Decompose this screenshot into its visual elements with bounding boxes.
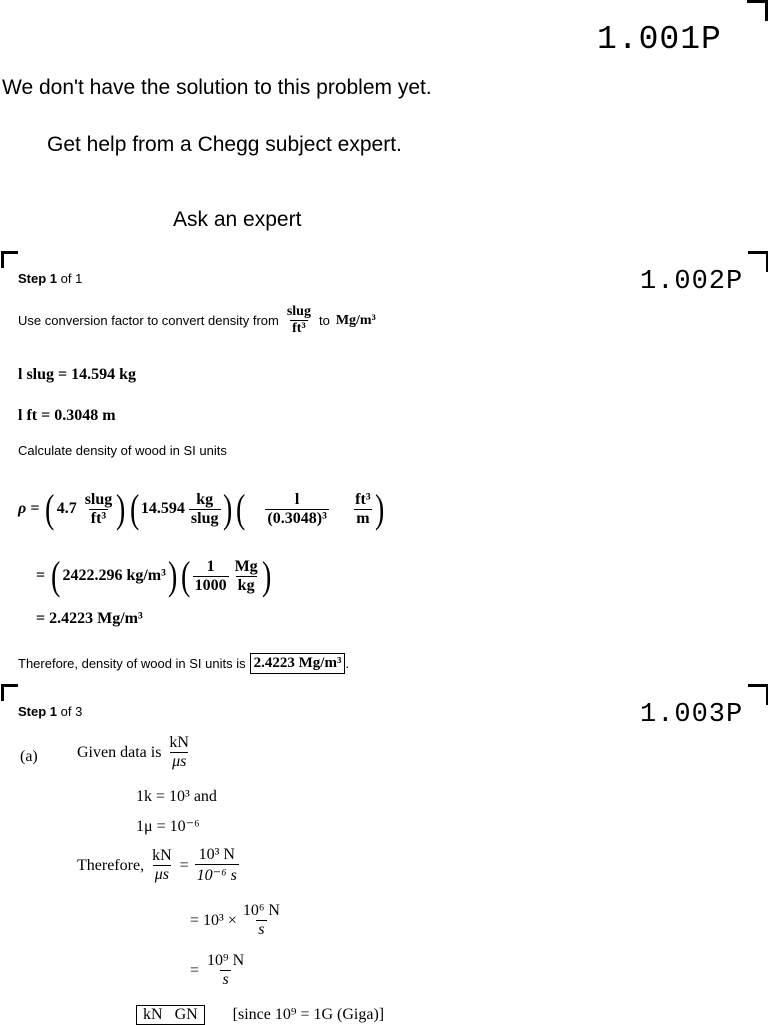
conversion-line-2: = 10³ × $\frac{\text{10⁶ N}}{s}$ [190, 902, 280, 938]
no-solution-message: We don't have the solution to this problem yet. [2, 76, 432, 99]
problem-number-1: 1.001P [597, 21, 722, 58]
giga-note: [since 10⁹ = 1G (Giga)] [232, 1006, 385, 1023]
fraction: $\frac{\text{slug}}{\text{ft³}}$ [84, 490, 113, 527]
fraction: $\frac{\text{10⁶ N}}{s}$ [242, 902, 280, 938]
step-label: Step 1 [18, 704, 58, 719]
fraction: $\frac{\text{10³ N}}{\text{10⁻⁶ s}}$ [196, 846, 237, 884]
step-count: of 1 [57, 271, 83, 286]
ask-expert-link[interactable]: Ask an expert [173, 208, 302, 231]
result-box: kN GN [136, 1005, 205, 1025]
unit-to: Mg/m³ [335, 312, 376, 328]
density-result: = 2.4223 Mg/m³ [36, 610, 143, 627]
corner-mark [748, 251, 768, 272]
intro-text: Use conversion factor to convert density from [18, 313, 279, 328]
micro-equation: 1μ = 10⁻⁶ [136, 818, 200, 835]
corner-mark [748, 684, 768, 705]
corner-mark [1, 684, 18, 701]
problem-number-2: 1.002P [640, 267, 744, 297]
to-text: to [318, 313, 330, 328]
final-result [136, 1005, 384, 1025]
part-label: (a) [20, 748, 38, 765]
step-label: Step 1 [18, 271, 58, 286]
fraction: $\frac{1}{1000}$ [194, 557, 227, 594]
problem-number-3: 1.003P [640, 700, 744, 730]
kilo-equation: 1k = 10³ and [136, 788, 217, 805]
corner-mark [1, 251, 18, 268]
fraction: $\frac{\text{ft³}}{m}$ [355, 490, 371, 527]
fraction: $\frac{kN}{\mu s}$ [152, 847, 172, 883]
conversion-line-3: = $\frac{\text{10⁹ N}}{s}$ [190, 952, 245, 988]
rho-symbol: ρ = [18, 500, 40, 517]
conversion-intro [18, 304, 376, 337]
corner-mark [747, 0, 768, 21]
step-header [18, 271, 82, 286]
unit-fraction: $\frac{\text{slug}}{\text{ft³}}$ [286, 304, 311, 336]
slug-equation: l slug = 14.594 kg [18, 366, 137, 383]
conclusion-line: Therefore, density of wood in SI units is 2.4223 Mg/m³ . [18, 653, 349, 674]
conclusion-text: Therefore, density of wood in SI units is [18, 656, 246, 671]
step-count: of 3 [57, 704, 83, 719]
density-equation: ρ = ( 4.7 $\frac{\text{slug}}{\text{ft³}}$ ) ( 14.594 $\frac{kg}{\text{slug}}$ ) ( $\frac{l}{\text{(0.3048)³}}$ $\frac{\text{ft³}}{m}$ ) [18, 486, 384, 531]
therefore-equation: Therefore, $\frac{kN}{\mu s}$ = $\frac{\text{10³ N}}{\text{10⁻⁶ s}}$ [77, 846, 237, 884]
fraction: $\frac{Mg}{kg}$ [234, 557, 258, 594]
fraction: $\frac{\text{10⁹ N}}{s}$ [207, 952, 245, 988]
expert-help-text: Get help from a Chegg subject expert. [47, 133, 402, 156]
step-header [18, 704, 82, 719]
answer-box: 2.4223 Mg/m³ [250, 653, 346, 674]
ft-equation: l ft = 0.3048 m [18, 407, 116, 424]
fraction: $\frac{kg}{\text{slug}}$ [190, 490, 219, 527]
calc-text: Calculate density of wood in SI units [18, 443, 227, 458]
fraction: $\frac{kN}{\mu s}$ [169, 734, 189, 770]
fraction: $\frac{l}{\text{(0.3048)³}}$ [267, 490, 327, 527]
density-line-2: = ( 2422.296 kg/m³ ) ( $\frac{1}{1000}$ $\frac{Mg}{kg}$ ) [36, 553, 272, 598]
given-data: Given data is $\frac{kN}{\mu s}$ [77, 734, 189, 770]
